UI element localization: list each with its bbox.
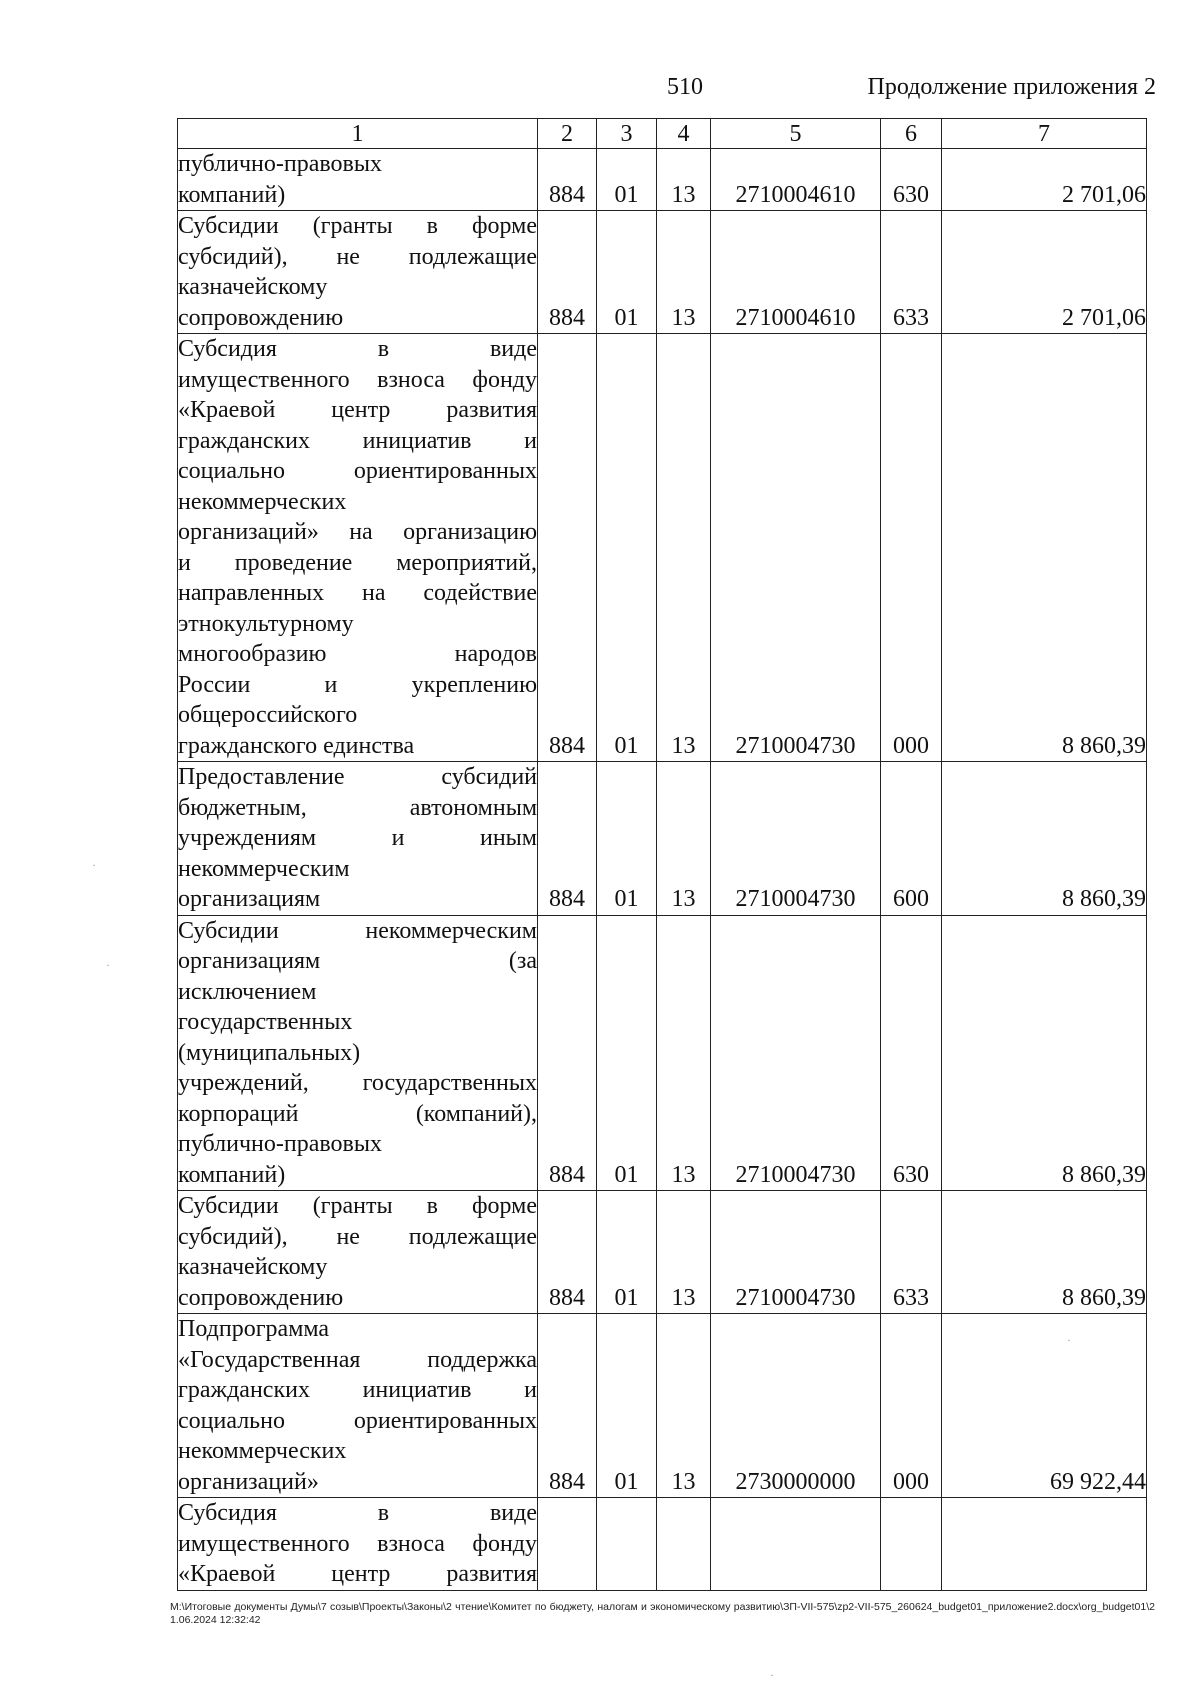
row-description [178,915,538,1191]
description-line: «Государственная поддержка [178,1346,537,1373]
description-line: Подпрограмма [178,1316,330,1342]
column-header: 7 [942,119,1147,149]
column-header: 5 [711,119,881,149]
description-line: направленных на содействие [178,580,537,606]
description-line: исключением [178,978,317,1005]
column-header: 6 [881,119,942,149]
row-description [178,1314,538,1498]
scan-speck: · [1067,1333,1071,1347]
description-line: гражданского единства [178,732,415,759]
scan-speck: · [770,1668,774,1682]
amount: 2 701,06 [942,211,1147,334]
description-line: социально ориентированных [178,458,537,484]
budget-table [177,118,1147,1591]
description-line: сопровождению [178,1284,344,1311]
description-line: «Краевой центр развития [178,1561,537,1587]
target-article-code: 2710004730 [711,334,881,762]
description-line: некоммерческих [178,488,347,515]
section-code: 01 [597,1191,657,1314]
description-line: этнокультурному [178,610,354,637]
description-line: гражданских инициатив и [178,427,537,454]
column-header: 2 [538,119,597,149]
section-code: 01 [597,915,657,1191]
table-row [178,915,1147,1191]
description-line: учреждений, государственных [178,1070,537,1096]
description-line: сопровождению [178,304,344,331]
description-line: учреждениям и иным [178,825,537,851]
subsection-code: 13 [657,334,711,762]
row-description [178,334,538,762]
description-line: некоммерческих [178,1438,347,1464]
description-line: субсидий), не подлежащие [178,1223,537,1250]
ministry-code: 884 [538,149,597,211]
subsection-code: 13 [657,915,711,1191]
description-line: государственных [178,1009,353,1035]
description-line: компаний) [178,1161,286,1188]
column-header: 1 [178,119,538,149]
table-row [178,762,1147,916]
description-line: России и укреплению [178,671,537,698]
description-line: организаций» [178,1468,319,1495]
amount: 8 860,39 [942,915,1147,1191]
ministry-code: 884 [538,1314,597,1498]
row-description [178,149,538,211]
expense-type-code: 000 [881,334,942,762]
section-code: 01 [597,1314,657,1498]
table-row [178,1191,1147,1314]
description-line: бюджетным, автономным [178,794,537,821]
description-line: Субсидия в виде [178,1500,537,1526]
description-line: организаций» на организацию [178,519,537,545]
ministry-code: 884 [538,334,597,762]
amount: 8 860,39 [942,1191,1147,1314]
target-article-code: 2710004730 [711,915,881,1191]
expense-type-code: 630 [881,915,942,1191]
subsection-code: 13 [657,1314,711,1498]
subsection-code: 13 [657,211,711,334]
description-line: гражданских инициатив и [178,1377,537,1403]
ministry-code: 884 [538,1191,597,1314]
expense-type-code: 633 [881,211,942,334]
description-line: казначейскому [178,1254,328,1280]
description-line: общероссийского [178,702,358,728]
target-article-code: 2710004610 [711,211,881,334]
subsection-code: 13 [657,1191,711,1314]
description-line: казначейскому [178,274,328,300]
description-line: Субсидии некоммерческим [178,917,537,944]
description-line: многообразию народов [178,641,537,667]
description-line: имущественного взноса фонду [178,366,537,393]
description-line: корпораций (компаний), [178,1100,537,1127]
expense-type-code: 600 [881,762,942,916]
description-line: организациям (за [178,948,537,974]
amount: 69 922,44 [942,1314,1147,1498]
row-description [178,1191,538,1314]
ministry-code: 884 [538,211,597,334]
expense-type-code: 630 [881,149,942,211]
description-line: компаний) [178,181,286,208]
row-description [178,211,538,334]
section-code: 01 [597,211,657,334]
table-row [178,211,1147,334]
table-row [178,1498,1147,1591]
description-line: социально ориентированных [178,1407,537,1434]
scan-speck: · [106,958,110,972]
description-line: публично-правовых [178,151,382,177]
target-article-code: 2730000000 [711,1314,881,1498]
table-body [178,149,1147,1591]
description-line: (муниципальных) [178,1039,361,1066]
description-line: имущественного взноса фонду [178,1530,537,1557]
page-number: 510 [667,74,703,100]
table-row [178,1314,1147,1498]
column-header: 3 [597,119,657,149]
section-code: 01 [597,149,657,211]
description-line: Субсидии (гранты в форме [178,1193,537,1219]
subsection-code: 13 [657,149,711,211]
amount [942,1498,1147,1591]
expense-type-code [881,1498,942,1591]
row-description [178,762,538,916]
row-description [178,1498,538,1591]
expense-type-code: 633 [881,1191,942,1314]
description-line: Субсидии (гранты в форме [178,213,537,239]
scan-speck: · [92,858,96,872]
description-line: некоммерческим [178,855,350,882]
target-article-code [711,1498,881,1591]
section-code [597,1498,657,1591]
description-line: организациям [178,886,321,912]
description-line: Субсидия в виде [178,336,537,362]
subsection-code: 13 [657,762,711,916]
target-article-code: 2710004730 [711,1191,881,1314]
subsection-code [657,1498,711,1591]
column-header: 4 [657,119,711,149]
document-file-path: M:\Итоговые документы Думы\7 созыв\Проекты\Законы\2 чтение\Комитет по бюджету, налогам и экономическому развитию\ЗП-VII-575\zp2-VII-575_260624_budget01_приложение2.docx\org_budget01\21.06.2024 12:32:42 [170,1601,1155,1626]
target-article-code: 2710004730 [711,762,881,916]
amount: 8 860,39 [942,762,1147,916]
table-row [178,334,1147,762]
table-row [178,149,1147,211]
expense-type-code: 000 [881,1314,942,1498]
description-line: «Краевой центр развития [178,397,537,423]
ministry-code: 884 [538,915,597,1191]
description-line: и проведение мероприятий, [178,549,537,576]
continuation-label: Продолжение приложения 2 [867,74,1156,100]
ministry-code: 884 [538,762,597,916]
table-header-row [178,119,1147,149]
description-line: субсидий), не подлежащие [178,243,537,270]
description-line: публично-правовых [178,1131,382,1157]
amount: 8 860,39 [942,334,1147,762]
section-code: 01 [597,762,657,916]
section-code: 01 [597,334,657,762]
amount: 2 701,06 [942,149,1147,211]
description-line: Предоставление субсидий [178,764,537,790]
target-article-code: 2710004610 [711,149,881,211]
ministry-code [538,1498,597,1591]
